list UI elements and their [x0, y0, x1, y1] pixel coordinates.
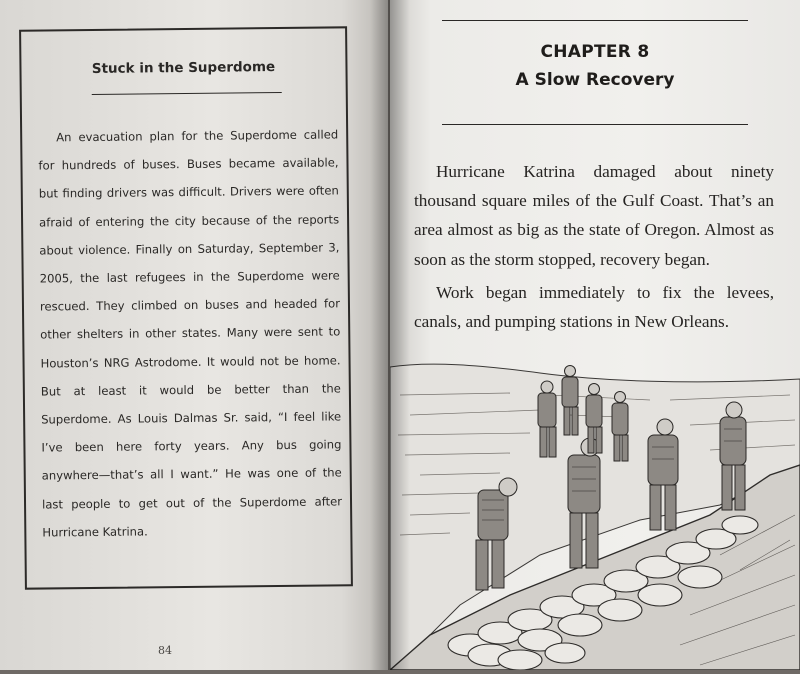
right-page: [390, 0, 800, 670]
sidebar-title: Stuck in the Superdome: [91, 59, 276, 77]
body-paragraph-2: Work began immediately to fix the levees, canals, and pumping stations in New Orleans.: [414, 283, 774, 332]
chapter-number: CHAPTER 8: [540, 42, 650, 62]
chapter-top-rule: [442, 20, 748, 21]
book-gutter-shadow: [370, 0, 410, 670]
page-number: 84: [158, 644, 172, 657]
body-paragraph-1: Hurricane Katrina damaged about ninety thousand square miles of the Gulf Coast. That’s an area almost as big as the state of Oregon. Almost as soon as the storm stopped, recovery began.: [414, 162, 774, 269]
left-page: [0, 0, 388, 670]
chapter-bottom-rule: [442, 124, 748, 125]
levee-workers-sandbags-illustration: [390, 355, 800, 670]
sidebar-divider: [92, 92, 282, 95]
sidebar-body-text: An evacuation plan for the Superdome called for hundreds of buses. Buses became available, but finding drivers was difficult. Drivers were often afraid of entering the city because of the reports about violence. Finally on Saturday, September 3, 2005, the last refugees in the Superdome were rescued. They climbed on buses and headed for other shelters in other states. Many were sent to Houston’s NRG Astrodome. It would not be home. But at least it would be better than the Superdome. As Louis Dalmas Sr. said, “I feel like I’ve been here forty years. Any bus going anywhere—that’s all I want.” He was one of the last people to get out of the Superdome after Hurricane Katrina.: [38, 127, 343, 540]
chapter-title: A Slow Recovery: [515, 70, 675, 90]
sidebar-box: [19, 26, 353, 589]
